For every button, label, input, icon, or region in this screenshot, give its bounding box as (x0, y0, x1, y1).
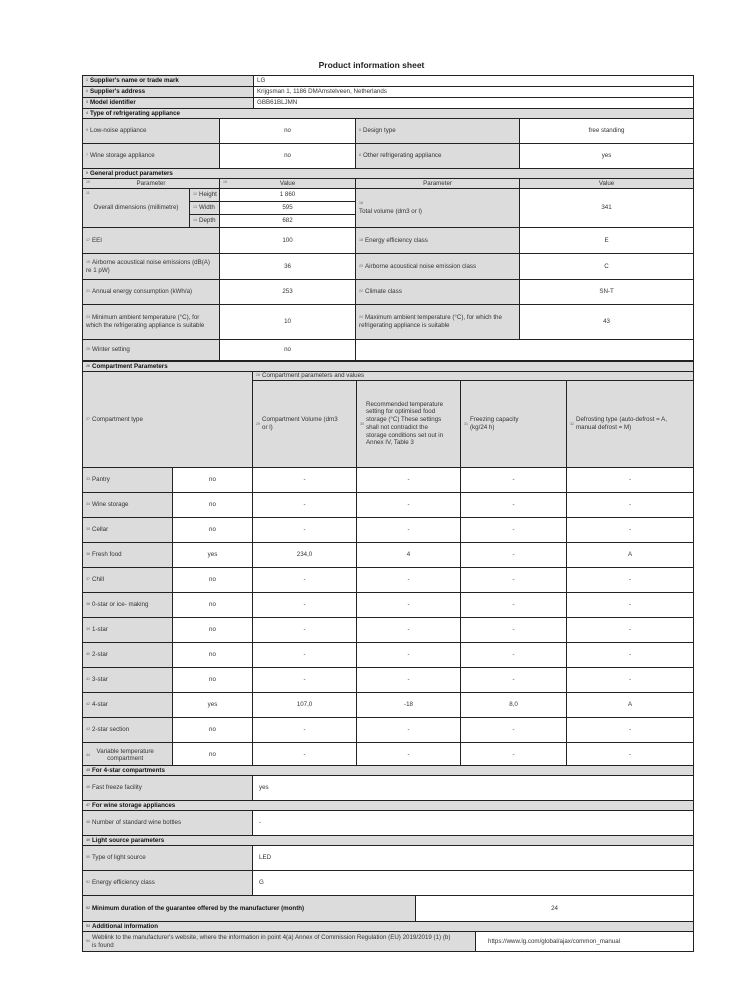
light-class-label: Energy efficiency class (92, 879, 155, 887)
compartment-volume: - (253, 592, 357, 617)
compartment-volume: 234,0 (253, 542, 357, 567)
additional-section-header: 53 Additional information (83, 922, 694, 932)
fast-freeze-label: Fast freeze facility (92, 784, 142, 792)
compartment-defrost: - (567, 517, 694, 542)
energy-class-label: Energy efficiency class (365, 236, 428, 244)
wine-storage-label: Wine storage appliance (90, 152, 155, 160)
compartment-type: Variable temperature compartment (96, 747, 154, 763)
compartment-type: Pantry (92, 475, 110, 483)
compartment-temp: - (357, 467, 461, 492)
section-title: For wine storage appliances (92, 801, 176, 809)
wine-section-header: 47 For wine storage appliances (83, 801, 694, 811)
compartment-present: no (173, 717, 253, 742)
section-title: Type of refrigerating appliance (90, 109, 180, 117)
parameter-header-2: Parameter (356, 179, 520, 189)
compartment-temp: - (357, 567, 461, 592)
compartment-present: yes (173, 692, 253, 717)
light-type-row: 50 Type of light source LED (83, 846, 694, 871)
compartment-present: no (173, 742, 253, 768)
compartment-row: 34 Wine storage no - - - - (83, 492, 694, 517)
compartment-defrost: - (567, 667, 694, 692)
compartment-params-header: Compartment parameters and values (262, 372, 365, 379)
compartment-row: 33 Pantry no - - - - (83, 467, 694, 492)
compartment-defrost: A (567, 542, 694, 567)
compartment-present: no (173, 517, 253, 542)
compartment-volume: - (253, 717, 357, 742)
extra-info-table (82, 765, 694, 952)
general-info-table (82, 75, 694, 361)
compartment-defrost: A (567, 692, 694, 717)
weblink-value[interactable]: https://www.lg.com/global/ajax/common_manual (476, 932, 694, 952)
fast-freeze-row: 46 Fast freeze facility yes (83, 776, 694, 801)
compartment-temp: - (357, 667, 461, 692)
section-title: Compartment Parameters (92, 362, 168, 370)
parameter-header: Parameter (136, 179, 166, 187)
eei-label: EEI (92, 236, 102, 244)
compartment-defrost: - (567, 567, 694, 592)
eei-row: 17 EEI 100 18 Energy efficiency class E (83, 228, 694, 254)
overall-dimensions-label: Overall dimensions (millimetre) (93, 204, 179, 212)
empty-cell (356, 340, 694, 361)
compartment-row: 42 4-star yes 107,0 -18 8,0 A (83, 692, 694, 717)
compartment-present: no (173, 467, 253, 492)
compartment-type: 3-star (92, 675, 108, 683)
light-type-value: LED (253, 846, 694, 871)
total-volume-label: Total volume (dm3 or l) (359, 208, 422, 215)
supplier-address-label: Supplier's address (90, 88, 146, 96)
model-identifier-value: GBB61BLJMN (257, 99, 298, 107)
wine-storage-value: no (220, 144, 356, 169)
light-type-label: Type of light source (92, 854, 146, 862)
compartment-temp: - (357, 717, 461, 742)
defrosting-type-header: Defrosting type (auto-defrost = A, manual defrost = M) (576, 416, 667, 431)
value-header: Value (279, 179, 296, 187)
four-star-section-header: 45 For 4-star compartments (83, 766, 694, 776)
compartment-type: 1-star (92, 625, 108, 633)
compartment-freeze: - (461, 492, 567, 517)
supplier-name-value: LG (257, 77, 266, 85)
fast-freeze-value: yes (253, 776, 694, 801)
section-title: Additional information (92, 922, 158, 930)
compartment-freeze: - (461, 642, 567, 667)
guarantee-value: 24 (416, 896, 694, 922)
max-ambient-temp-value: 43 (520, 305, 694, 340)
compartment-volume: - (253, 492, 357, 517)
wine-bottles-value: - (253, 811, 694, 836)
width-label: Width (199, 204, 215, 212)
compartment-type: Wine storage (92, 500, 129, 508)
noise-row: 19 Airborne acoustical noise emissions (dB(A) re 1 pW) 36 20 Airborne acoustical noise emission class C (83, 254, 694, 280)
compartment-volume: - (253, 467, 357, 492)
compartment-defrost: - (567, 742, 694, 768)
compartment-section-header: 26 Compartment Parameters (83, 362, 694, 372)
type-row: 5 Low-noise appliance no 6 Design type free standing (83, 119, 694, 144)
light-class-value: G (253, 871, 694, 896)
compartment-volume: - (253, 567, 357, 592)
low-noise-label: Low-noise appliance (90, 127, 147, 135)
general-section-header: 9 General product parameters (83, 169, 694, 179)
compartment-row: 43 2-star section no - - - - (83, 717, 694, 742)
annual-energy-label: Annual energy consumption (kWh/a) (92, 288, 193, 296)
page-title: Product information sheet (318, 60, 425, 70)
section-title: Light source parameters (92, 836, 165, 844)
compartment-row: 41 3-star no - - - - (83, 667, 694, 692)
dimension-depth-row: 14 Depth 682 (83, 215, 694, 228)
type-row: 7 Wine storage appliance no 8 Other refrigerating appliance yes (83, 144, 694, 169)
wine-bottles-row: 48 Number of standard wine bottles - (83, 811, 694, 836)
other-appliance-value: yes (520, 144, 694, 169)
noise-emissions-label: Airborne acoustical noise emissions (dB(A) re 1 pW) (86, 258, 210, 274)
compartment-type: Cellar (92, 525, 109, 533)
compartment-row: 36 Fresh food yes 234,0 4 - A (83, 542, 694, 567)
guarantee-row: 52 Minimum duration of the guarantee offered by the manufacturer (month) 24 (83, 896, 694, 922)
supplier-name-row: 1 Supplier's name or trade mark LG (83, 76, 694, 87)
light-class-row: 51 Energy efficiency class G (83, 871, 694, 896)
compartment-defrost: - (567, 617, 694, 642)
dimension-height-row: 11 Overall dimensions (millimetre) 12 Height 1 860 16 Total volume (dm3 or l) 341 (83, 189, 694, 202)
winter-setting-row: 25 Winter setting no (83, 340, 694, 361)
compartment-freeze: - (461, 667, 567, 692)
compartment-freeze: - (461, 567, 567, 592)
model-identifier-label: Model identifier (90, 99, 136, 107)
compartment-type: Fresh food (92, 550, 122, 558)
weblink-row: 54Weblink to the manufacturer's website, where the information in point 4(a) Annex of Commission Regulation (EU) 2019/2019 (1) (b) is found https://www.lg.com/global/ajax/common_manual (83, 932, 694, 952)
supplier-address-row: 2 Supplier's address Krijgsman 1, 1186 DMAmstelveen, Netherlands (83, 87, 694, 98)
noise-class-value: C (520, 254, 694, 280)
compartment-defrost: - (567, 642, 694, 667)
design-type-label: Design type (363, 127, 396, 135)
compartment-row: 39 1-star no - - - - (83, 617, 694, 642)
compartment-present: no (173, 592, 253, 617)
compartment-present: no (173, 642, 253, 667)
height-value: 1 860 (220, 189, 356, 202)
compartment-type: 2-star section (92, 725, 130, 733)
compartment-present: no (173, 667, 253, 692)
compartment-freeze: - (461, 467, 567, 492)
compartment-defrost: - (567, 592, 694, 617)
compartment-freeze: - (461, 617, 567, 642)
width-value: 595 (220, 202, 356, 215)
supplier-address-value: Krijgsman 1, 1186 DMAmstelveen, Netherlands (257, 88, 387, 96)
climate-class-label: Climate class (365, 288, 402, 296)
min-ambient-temp-value: 10 (220, 305, 356, 340)
design-type-value: free standing (520, 119, 694, 144)
compartment-row: 40 2-star no - - - - (83, 642, 694, 667)
compartment-temp: - (357, 517, 461, 542)
section-title: For 4-star compartments (92, 766, 165, 774)
compartment-temp: - (357, 492, 461, 517)
noise-class-label: Airborne acoustical noise emission class (365, 262, 477, 270)
compartment-present: no (173, 567, 253, 592)
wine-bottles-label: Number of standard wine bottles (92, 819, 182, 827)
compartment-volume: 107,0 (253, 692, 357, 717)
compartment-temp: - (357, 617, 461, 642)
winter-setting-value: no (220, 340, 356, 361)
height-label: Height (199, 191, 217, 199)
compartment-temp: - (357, 592, 461, 617)
other-appliance-label: Other refrigerating appliance (363, 152, 442, 160)
compartment-present: yes (173, 542, 253, 567)
compartment-subheader: 27 Compartment type 28 Compartment parameters and values (83, 372, 694, 381)
compartment-defrost: - (567, 492, 694, 517)
compartment-row: 44Variable temperature compartment no - - - - (83, 742, 694, 768)
max-ambient-temp-label: Maximum ambient temperature (°C), for which the refrigerating appliance is suitable (359, 314, 502, 329)
section-title: General product parameters (90, 169, 173, 177)
climate-class-value: SN-T (520, 280, 694, 305)
volume-header: Compartment Volume (dm3 or l) (262, 416, 338, 431)
compartment-type: 2-star (92, 650, 108, 658)
compartment-temp: -18 (357, 692, 461, 717)
compartment-volume: - (253, 617, 357, 642)
compartment-temp: - (357, 742, 461, 768)
type-section-header: 4 Type of refrigerating appliance (83, 109, 694, 119)
compartment-type: Chill (92, 575, 105, 583)
compartment-freeze: - (461, 742, 567, 768)
model-identifier-row: 3 Model identifier GBB61BLJMN (83, 98, 694, 109)
compartment-present: no (173, 492, 253, 517)
winter-setting-label: Winter setting (92, 346, 130, 354)
compartment-row: 37 Chill no - - - - (83, 567, 694, 592)
compartment-present: no (173, 617, 253, 642)
compartment-freeze: - (461, 717, 567, 742)
compartment-volume: - (253, 667, 357, 692)
compartment-type-header: Compartment type (92, 415, 143, 423)
energy-class-value: E (520, 228, 694, 254)
compartment-type: 4-star (92, 700, 108, 708)
compartment-volume: - (253, 517, 357, 542)
freezing-capacity-header: Freezing capacity (kg/24 h) (470, 416, 519, 431)
general-column-headers: 10 Parameter 15 Value Parameter Value (83, 179, 694, 189)
compartment-row: 38 0-star or ice- making no - - - - (83, 592, 694, 617)
compartment-freeze: - (461, 517, 567, 542)
value-header-2: Value (520, 179, 694, 189)
annual-energy-row: 21 Annual energy consumption (kWh/a) 253 22 Climate class SN-T (83, 280, 694, 305)
low-noise-value: no (220, 119, 356, 144)
ambient-temp-row: 23 Minimum ambient temperature (°C), for which the refrigerating appliance is suitable 10 24 Maximum ambient temperature (°C), for which the refrigerating appliance is suitable 43 (83, 305, 694, 340)
compartment-defrost: - (567, 467, 694, 492)
total-volume-value: 341 (520, 189, 694, 228)
depth-label: Depth (199, 217, 216, 225)
eei-value: 100 (220, 228, 356, 254)
min-ambient-temp-label: Minimum ambient temperature (°C), for which the refrigerating appliance is suitable (86, 314, 205, 329)
compartment-column-headers: 29Compartment Volume (dm3 or l) 30Recommended temperature setting for optimised food storage (°C) These settings shall not contradict the storage conditions set out in Annex IV, Table 3 31Freezing capacity (kg/24 h) 32Defrosting type (auto-defrost = A, manual defrost = M) (83, 380, 694, 467)
light-section-header: 49 Light source parameters (83, 836, 694, 846)
annual-energy-value: 253 (220, 280, 356, 305)
noise-emissions-value: 36 (220, 254, 356, 280)
compartment-freeze: - (461, 592, 567, 617)
compartment-temp: - (357, 642, 461, 667)
compartment-temp: 4 (357, 542, 461, 567)
compartment-type: 0-star or ice- making (92, 600, 149, 608)
depth-value: 682 (220, 215, 356, 228)
compartment-freeze: - (461, 542, 567, 567)
weblink-label: Weblink to the manufacturer's website, where the information in point 4(a) Annex of Commission Regulation (EU) 2019/2019 (1) (b) is found (92, 933, 451, 949)
compartment-defrost: - (567, 717, 694, 742)
dimension-width-row: 13 Width 595 (83, 202, 694, 215)
compartment-row: 35 Cellar no - - - - (83, 517, 694, 542)
guarantee-label: Minimum duration of the guarantee offered by the manufacturer (month) (92, 904, 305, 912)
supplier-name-label: Supplier's name or trade mark (90, 77, 179, 85)
temperature-header: Recommended temperature setting for optimised food storage (°C) These settings shall not contradict the storage conditions set out in Annex IV, Table 3 (366, 400, 444, 447)
compartment-freeze: 8,0 (461, 692, 567, 717)
compartment-volume: - (253, 742, 357, 768)
compartment-volume: - (253, 642, 357, 667)
compartment-table (82, 361, 694, 769)
